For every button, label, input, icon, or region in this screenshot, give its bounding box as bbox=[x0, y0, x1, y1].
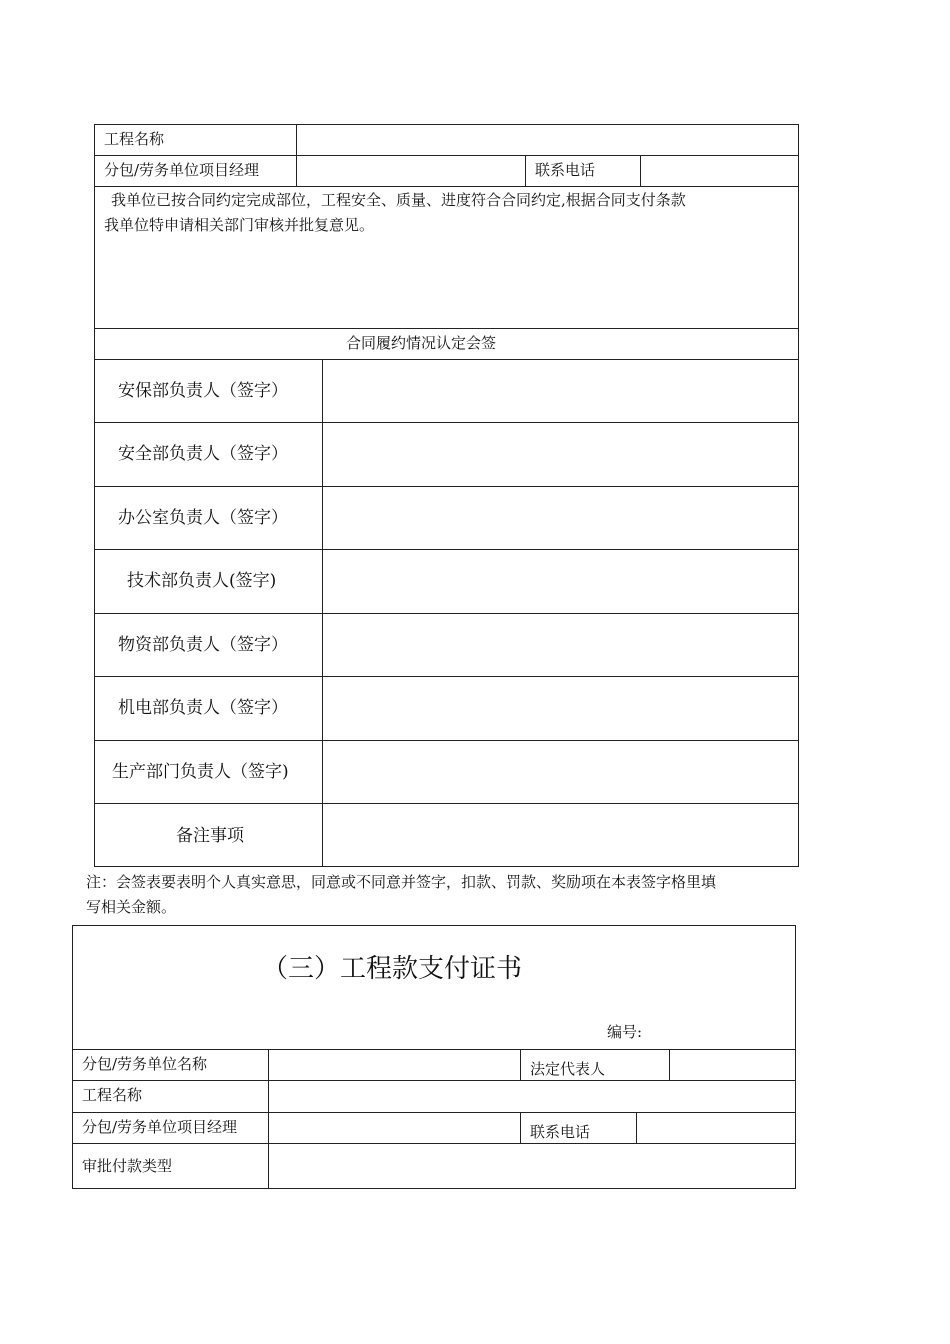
office-signature-field[interactable] bbox=[323, 487, 798, 549]
project-name-field[interactable] bbox=[297, 125, 798, 155]
legal-representative-field[interactable] bbox=[670, 1050, 795, 1080]
materials-dept-head-signature-label: 物资部负责人（签字） bbox=[118, 635, 288, 655]
safety-dept-head-signature-label: 安全部负责人（签字） bbox=[118, 444, 288, 464]
form1-row-line bbox=[94, 186, 799, 187]
electromechanical-dept-signature-field[interactable] bbox=[323, 677, 798, 740]
materials-dept-signature-field[interactable] bbox=[323, 614, 798, 676]
form2-border-bottom bbox=[72, 1188, 796, 1189]
form2-col-line bbox=[520, 1049, 521, 1080]
project-manager-field-2[interactable] bbox=[269, 1113, 520, 1143]
unit-name-field[interactable] bbox=[269, 1050, 520, 1080]
production-dept-signature-field[interactable] bbox=[323, 741, 798, 803]
project-name-label-2: 工程名称 bbox=[82, 1086, 143, 1104]
project-manager-label-2: 分包/劳务单位项目经理 bbox=[82, 1118, 238, 1136]
countersign-note-line1: 注：会签表要表明个人真实意思，同意或不同意并签字，扣款、罚款、奖励项在本表签字格里填 bbox=[86, 873, 717, 891]
form2-border-top bbox=[72, 925, 796, 926]
contact-phone-label: 联系电话 bbox=[535, 161, 596, 179]
safety-dept-signature-field[interactable] bbox=[323, 423, 798, 486]
application-statement-line2: 我单位特申请相关部门审核并批复意见。 bbox=[104, 216, 375, 234]
production-dept-head-signature-label: 生产部门负责人（签字) bbox=[112, 762, 289, 782]
unit-name-label: 分包/劳务单位名称 bbox=[82, 1055, 208, 1073]
application-statement-line1: 我单位已按合同约定完成部位，工程安全、质量、进度符合合同约定,根据合同支付条款 bbox=[111, 191, 686, 209]
payment-certificate-title: （三）工程款支付证书 bbox=[262, 954, 523, 984]
form1-col-line bbox=[525, 155, 526, 186]
payment-certificate-form bbox=[0, 920, 950, 1200]
electromechanical-dept-head-signature-label: 机电部负责人（签字） bbox=[118, 698, 288, 718]
security-dept-signature-field[interactable] bbox=[323, 360, 798, 422]
form2-col-line bbox=[520, 1112, 521, 1143]
payment-type-field[interactable] bbox=[269, 1144, 795, 1188]
project-name-label: 工程名称 bbox=[104, 130, 165, 148]
form2-border-right bbox=[795, 925, 796, 1189]
form1-row-line bbox=[94, 328, 799, 329]
contact-phone-field-2[interactable] bbox=[637, 1113, 795, 1143]
project-manager-label: 分包/劳务单位项目经理 bbox=[104, 161, 260, 179]
form2-border-left bbox=[72, 925, 73, 1189]
technical-dept-signature-field[interactable] bbox=[323, 550, 798, 613]
project-manager-field[interactable] bbox=[297, 156, 525, 186]
countersign-note-line2: 写相关金额。 bbox=[86, 898, 177, 916]
office-head-signature-label: 办公室负责人（签字） bbox=[118, 508, 288, 528]
form1-border-left bbox=[94, 124, 95, 867]
remarks-field[interactable] bbox=[323, 804, 798, 866]
contact-phone-label-2: 联系电话 bbox=[530, 1123, 591, 1141]
serial-number-label: 编号: bbox=[607, 1023, 643, 1041]
security-dept-head-signature-label: 安保部负责人（签字） bbox=[118, 381, 288, 401]
form1-border-bottom bbox=[94, 866, 799, 867]
payment-type-label: 审批付款类型 bbox=[82, 1157, 173, 1175]
remarks-label: 备注事项 bbox=[176, 826, 244, 846]
legal-representative-label: 法定代表人 bbox=[530, 1060, 606, 1078]
project-name-field-2[interactable] bbox=[269, 1081, 795, 1112]
technical-dept-head-signature-label: 技术部负责人(签字) bbox=[127, 571, 277, 591]
countersign-title: 合同履约情况认定会签 bbox=[346, 334, 497, 352]
form1-border-right bbox=[798, 124, 799, 867]
contact-phone-field[interactable] bbox=[641, 156, 798, 186]
